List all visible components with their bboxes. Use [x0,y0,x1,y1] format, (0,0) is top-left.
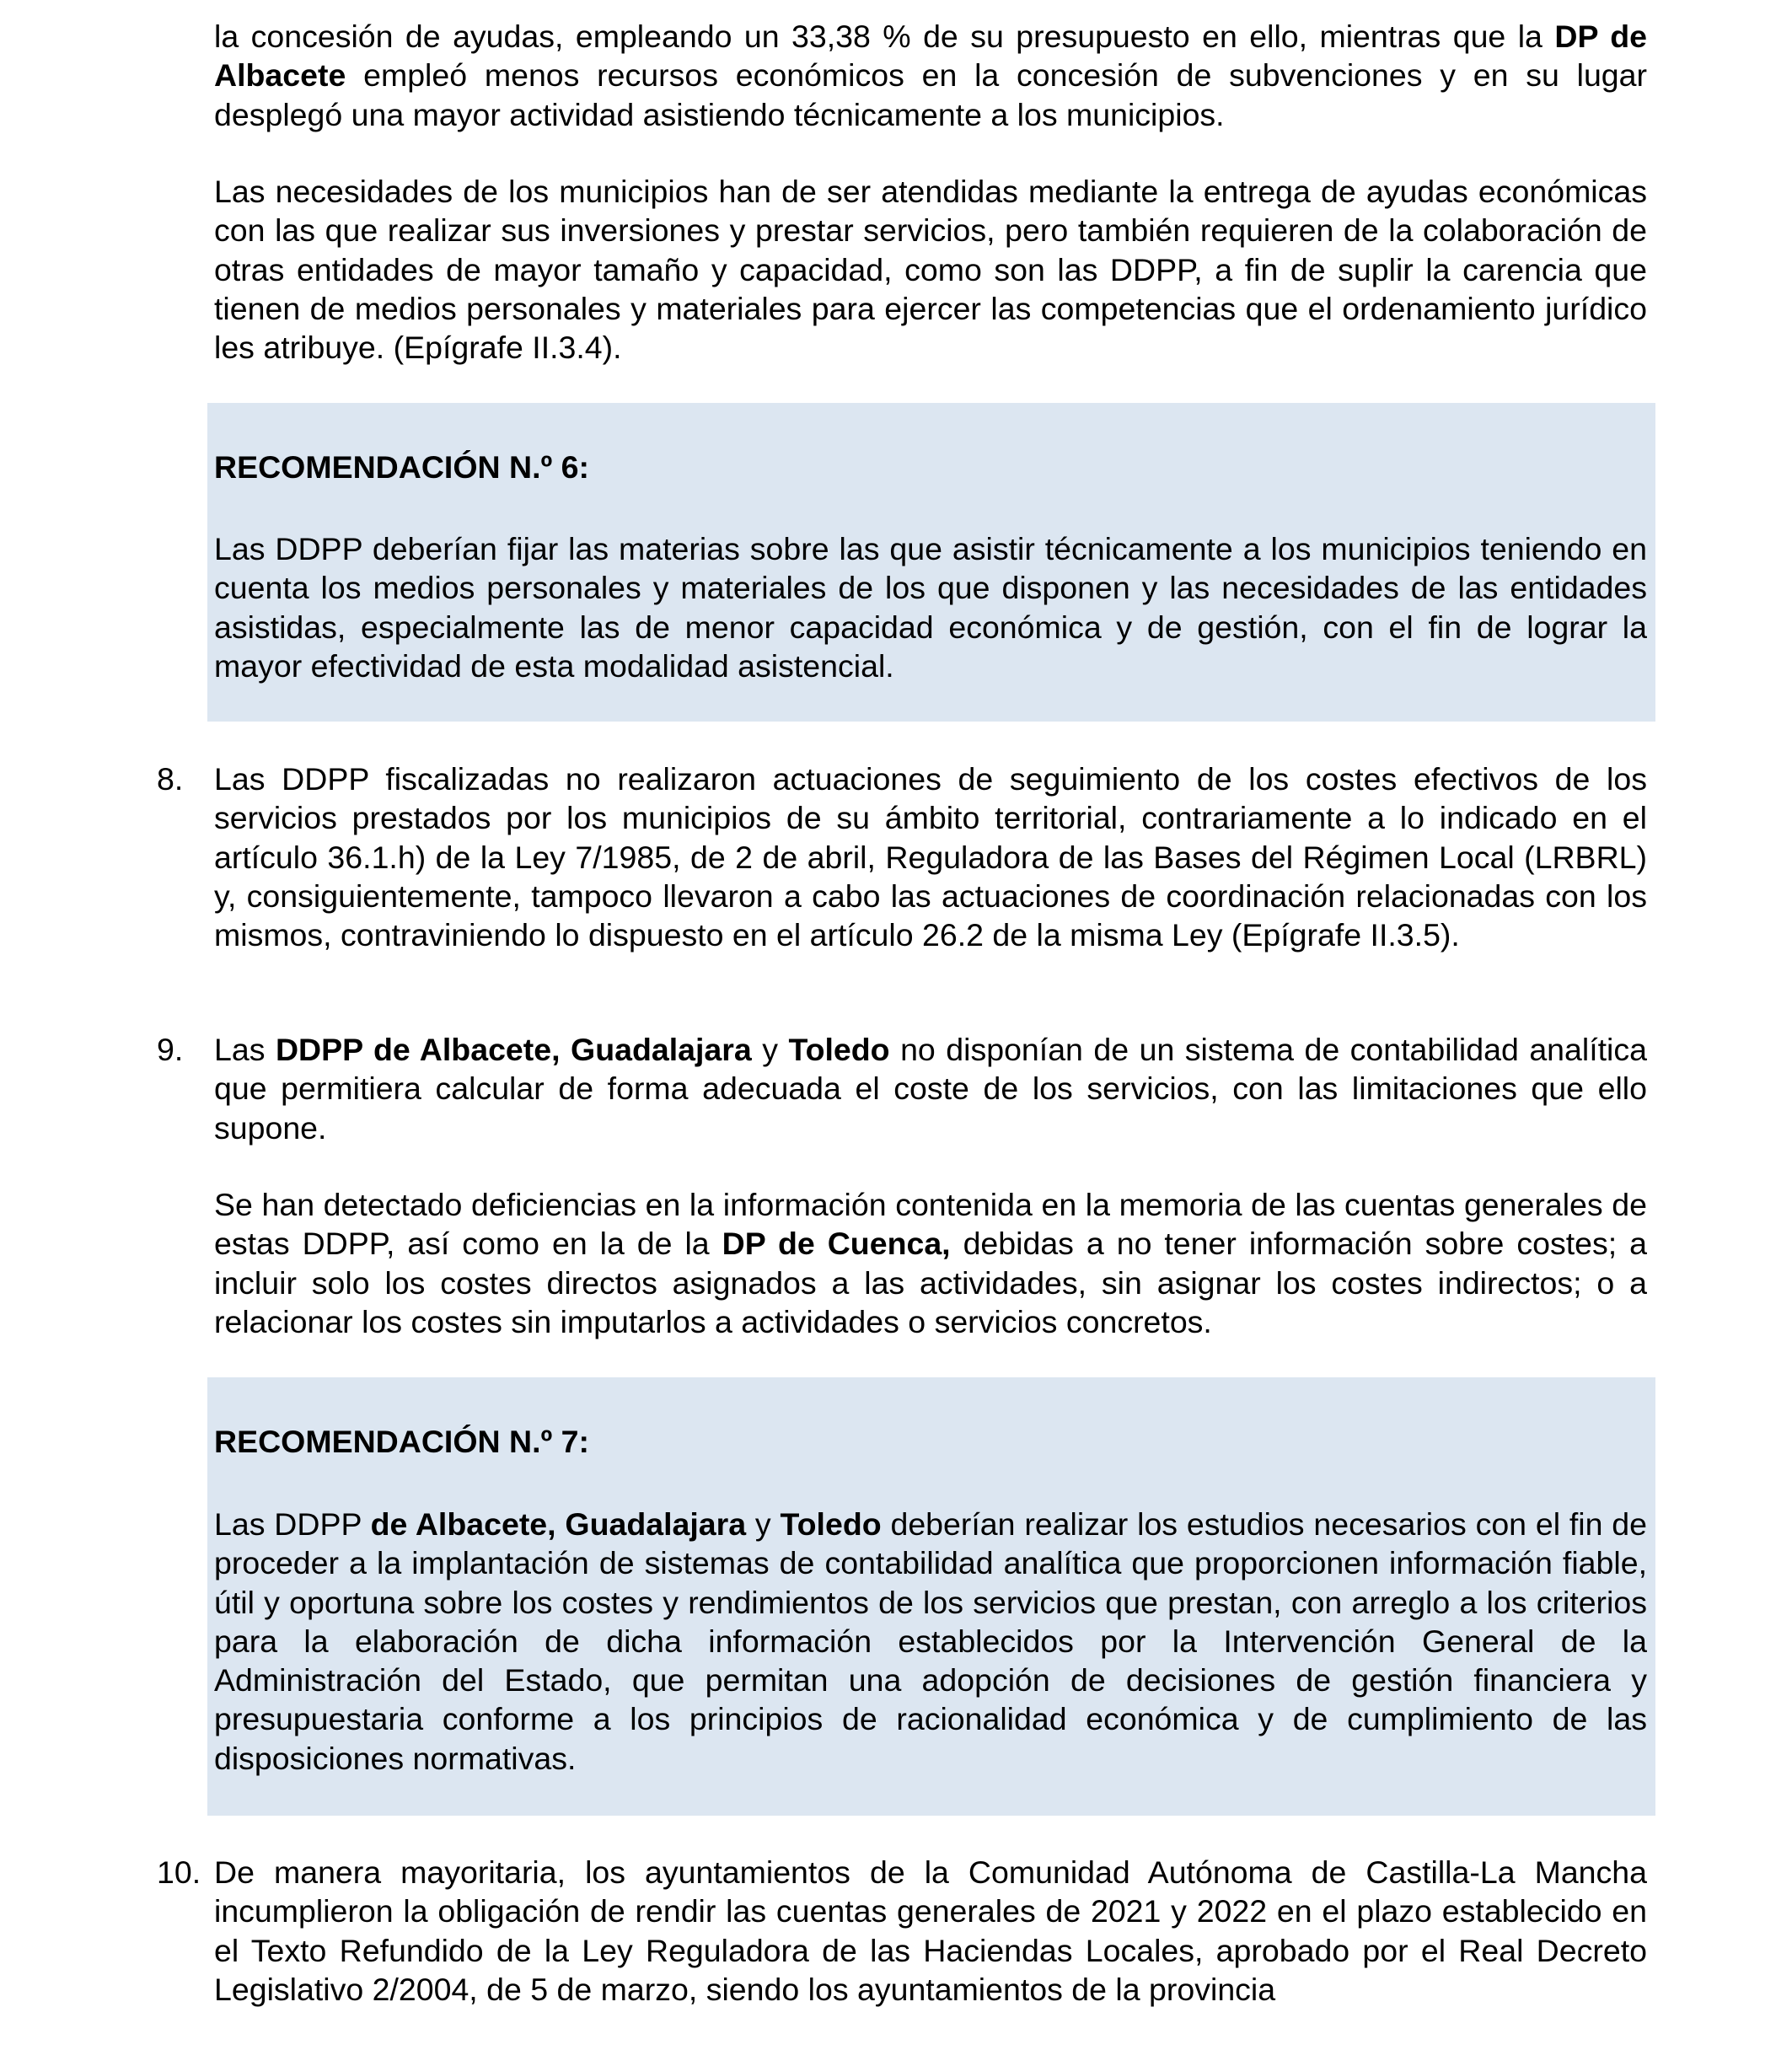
item-10-number: 10. [157,1854,201,1890]
text-run: Las DDPP [214,1506,371,1542]
bold-run: DDPP de Albacete, Guadalajara [275,1032,752,1067]
text-run: Se han detectado deficiencias en la información contenida en la memoria de las cuentas generales de estas DDPP, así como en la de la [214,1187,1647,1262]
item-9-number: 9. [157,1032,184,1067]
recommendation-7-title: RECOMENDACIÓN N.º 7: [214,1424,589,1459]
item-10-text: De manera mayoritaria, los ayuntamientos de la Comunidad Autónoma de Castilla-La Mancha incumplieron la obligación de rendir las cuentas generales de 2021 y 2022 en el plazo establecido en el Texto Refundido de la Ley Reguladora de las Haciendas Locales, aprobado por el Real Decreto Legislativo 2/2004, de 5 de marzo, siendo los ayuntamientos de la provincia [214,1854,1647,2007]
text-run: Las [214,1032,276,1067]
bold-run: Toledo [788,1032,890,1067]
text-run: empleó menos recursos económicos en la concesión de subvenciones y en su lugar desplegó una mayor actividad asistiendo técnicamente a los municipios. [214,57,1647,132]
paragraph-intro [214,17,1647,134]
bold-run: de Albacete, Guadalajara [370,1506,747,1542]
text-run: no disponían de un sistema de contabilidad analítica que permitiera calcular de forma adecuada el coste de los servicios, con las limitaciones que ello supone. [214,1032,1647,1146]
text-run: debidas a no tener información sobre costes; a incluir solo los costes directos asignados a las actividades, sin asignar los costes indirectos; o a relacionar los costes sin imputarlos a actividades o servicios concretos. [214,1226,1647,1339]
text-run: deberían realizar los estudios necesarios con el fin de proceder a la implantación de sistemas de contabilidad analítica que proporcionen información fiable, útil y oportuna sobre los costes y rendimientos de los servicios que prestan, con arreglo a los criterios para la elaboración de dicha información establecidos por la Intervención General de la Administración del Estado, que permitan una adopción de decisiones de gestión financiera y presupuestaria conforme a los principios de racionalidad económica y de cumplimiento de las disposiciones normativas. [214,1506,1648,1776]
item-9-text [214,1030,1647,1147]
text-run: y [746,1506,781,1542]
item-9-paragraph-2 [214,1185,1647,1341]
text-run: y [751,1032,789,1067]
recommendation-6-title: RECOMENDACIÓN N.º 6: [214,449,589,485]
paragraph-needs: Las necesidades de los municipios han de ser atendidas mediante la entrega de ayudas económicas con las que realizar sus inversiones y prestar servicios, pero también requieren de la colaboración de otras entidades de mayor tamaño y capacidad, como son las DDPP, a fin de suplir la carencia que tienen de medios personales y materiales para ejercer las competencias que el ordenamiento jurídico les atribuye. (Epígrafe II.3.4). [214,174,1647,366]
item-8-text: Las DDPP fiscalizadas no realizaron actuaciones de seguimiento de los costes efectivos de los servicios prestados por los municipios de su ámbito territorial, contrariamente a lo indicado en el artículo 36.1.h) de la Ley 7/1985, de 2 de abril, Reguladora de las Bases del Régimen Local (LRBRL) y, consiguientemente, tampoco llevaron a cabo las actuaciones de coordinación relacionadas con los mismos, contraviniendo lo dispuesto en el artículo 26.2 de la misma Ley (Epígrafe II.3.5). [214,761,1647,953]
item-8-number: 8. [157,761,184,797]
bold-run: DP de Cuenca, [722,1226,951,1262]
bold-run: Toledo [780,1506,882,1542]
text-run: la concesión de ayudas, empleando un 33,38 % de su presupuesto en ello, mientras que la [214,19,1555,54]
recommendation-7-body [214,1505,1647,1778]
recommendation-6-body: Las DDPP deberían fijar las materias sobre las que asistir técnicamente a los municipios teniendo en cuenta los medios personales y materiales de los que disponen y las necesidades de las entidades asistidas, especialmente las de menor capacidad económica y de gestión, con el fin de lograr la mayor efectividad de esta modalidad asistencial. [214,531,1647,684]
bold-run: DP de Albacete [214,19,1647,94]
